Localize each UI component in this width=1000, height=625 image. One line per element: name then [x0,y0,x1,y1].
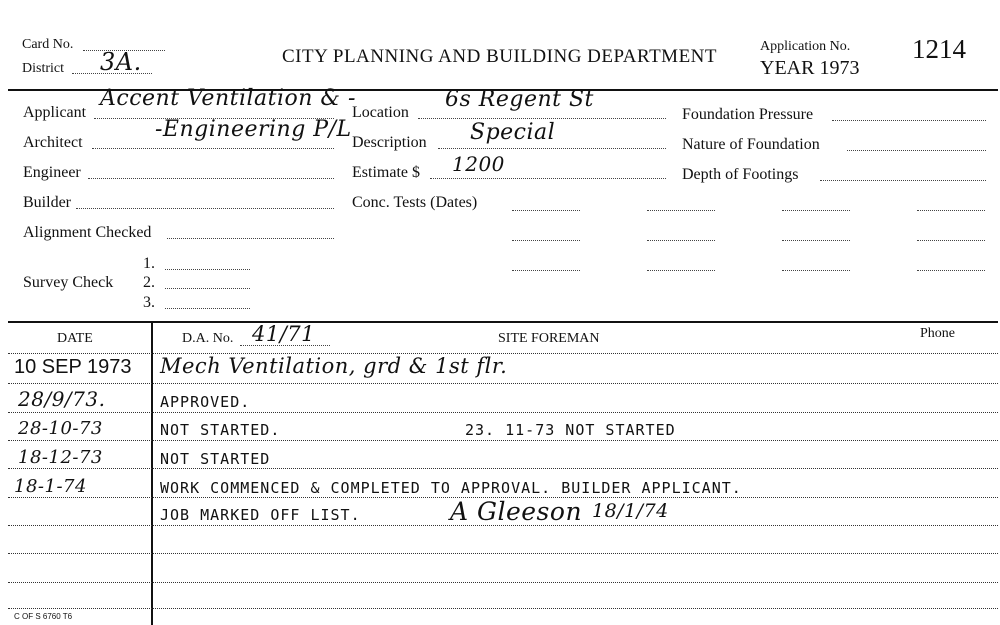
log-entry-1: Mech Ventilation, grd & 1st flr. [160,354,508,378]
conc-date-line [782,270,850,271]
da-no-value: 41/71 [252,322,316,346]
survey-num-1: 1. [143,255,155,272]
district-value: 3A. [100,48,142,76]
conc-date-line [512,240,580,241]
phone-label: Phone [920,326,955,341]
conc-date-line [512,270,580,271]
estimate-line [430,178,666,179]
conc-tests-label: Conc. Tests (Dates) [352,194,478,211]
conc-date-line [917,270,985,271]
date-column-divider [151,323,153,625]
engineer-line [88,178,334,179]
log-line [8,412,998,413]
location-label: Location [352,104,409,121]
architect-label: Architect [23,134,83,151]
log-date-3: 28-10-73 [18,418,103,439]
conc-date-line [782,240,850,241]
alignment-label: Alignment Checked [23,224,152,241]
survey-num-3: 3. [143,294,155,311]
log-entry-6: JOB MARKED OFF LIST. [160,506,361,524]
log-line [8,468,998,469]
year-label: YEAR 1973 [760,57,860,79]
conc-date-line [782,210,850,211]
applicant-value: Accent Ventilation & - [100,86,356,111]
survey-line-1 [165,269,250,270]
log-entry-3b: 23. 11-73 NOT STARTED [465,421,676,439]
survey-line-3 [165,308,250,309]
log-entry-4: NOT STARTED [160,450,271,468]
log-date-5: 18-1-74 [14,476,87,497]
form-code: C OF S 6760 T6 [14,612,73,621]
log-entry-3: NOT STARTED. [160,421,281,439]
alignment-line [167,238,334,239]
location-value: 6s Regent St [445,87,594,112]
nature-foundation-label: Nature of Foundation [682,136,820,153]
conc-date-line [512,210,580,211]
builder-line [76,208,334,209]
date-header: DATE [57,331,93,346]
description-value: Special [470,120,556,145]
card-no-label: Card No. [22,37,74,52]
log-top-rule [8,321,998,323]
department-title: CITY PLANNING AND BUILDING DEPARTMENT [282,46,717,67]
conc-date-line [917,240,985,241]
application-number: 1214 [912,34,966,64]
conc-date-line [917,210,985,211]
location-line [418,118,666,119]
signature-date: 18/1/74 [592,500,669,522]
log-line [8,608,998,609]
foundation-pressure-line [832,120,986,121]
log-line [8,553,998,554]
conc-date-line [647,210,715,211]
survey-num-2: 2. [143,274,155,291]
log-date-4: 18-12-73 [18,447,103,468]
site-foreman-label: SITE FOREMAN [498,331,600,346]
builder-label: Builder [23,194,71,211]
log-entry-5: WORK COMMENCED & COMPLETED TO APPROVAL. BUILDER APPLICANT. [160,479,742,497]
estimate-value: 1200 [452,152,505,176]
conc-date-line [647,240,715,241]
applicant-label: Applicant [23,104,87,121]
nature-foundation-line [847,150,986,151]
da-no-label: D.A. No. [182,331,234,346]
survey-check-label: Survey Check [23,274,114,291]
inspector-signature: A Gleeson [450,497,583,526]
log-line [8,383,998,384]
log-date-1: 10 SEP 1973 [14,356,132,378]
depth-footings-line [820,180,986,181]
conc-date-line [647,270,715,271]
application-no-label: Application No. [760,39,851,54]
architect-value: -Engineering P/L [155,117,352,142]
depth-footings-label: Depth of Footings [682,166,799,183]
log-line [8,582,998,583]
log-line [8,440,998,441]
log-entry-2: APPROVED. [160,393,251,411]
description-label: Description [352,134,427,151]
description-line [438,148,666,149]
survey-line-2 [165,288,250,289]
log-date-2: 28/9/73. [18,387,106,411]
estimate-label: Estimate $ [352,164,420,181]
architect-line [92,148,334,149]
district-label: District [22,61,64,76]
engineer-label: Engineer [23,164,81,181]
foundation-pressure-label: Foundation Pressure [682,106,814,123]
